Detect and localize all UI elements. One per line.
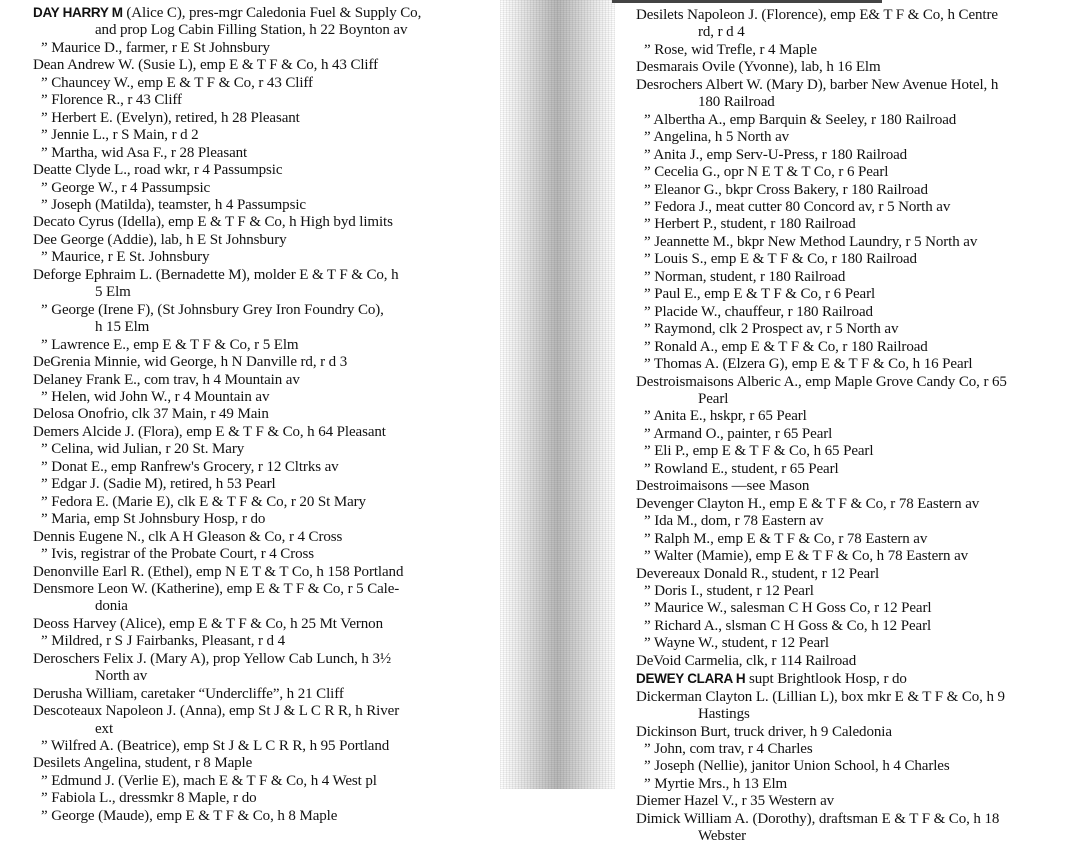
entry-ditto — [636, 741, 1007, 758]
directory-entry — [636, 811, 1007, 828]
entry-ditto — [636, 531, 1007, 548]
entry-text: Deforge Ephraim L. (Bernadette M), molder E & T F & Co, h — [33, 266, 399, 283]
directory-entry — [33, 755, 421, 772]
entry-text: Derusha William, caretaker “Undercliffe”, h 21 Cliff — [33, 685, 344, 702]
entry-ditto — [636, 339, 1007, 356]
entry-text: Hastings — [698, 706, 750, 723]
entry-text: (Alice C), pres-mgr Caledonia Fuel & Supply Co, — [122, 5, 422, 21]
entry-text: Devenger Clayton H., emp E & T F & Co, r 78 Eastern av — [636, 495, 980, 512]
directory-entry — [33, 651, 421, 668]
entry-text: ” George (Irene F), (St Johnsbury Grey Iron Foundry Co), — [41, 301, 384, 318]
entry-ditto — [636, 321, 1007, 338]
directory-entry — [636, 77, 1007, 94]
entry-text: ” Maria, emp St Johnsbury Hosp, r do — [41, 511, 266, 528]
entry-ditto — [33, 389, 421, 406]
entry-text: ” Ida M., dom, r 78 Eastern av — [644, 513, 824, 530]
entry-continuation — [636, 391, 1007, 408]
entry-ditto — [636, 164, 1007, 181]
directory-entry — [636, 653, 1007, 670]
directory-entry — [33, 214, 421, 231]
directory-entry — [636, 670, 1007, 688]
entry-name-bold: DEWEY CLARA H — [636, 671, 746, 687]
entry-text: and prop Log Cabin Filling Station, h 22 Boynton av — [95, 22, 408, 39]
entry-ditto — [33, 633, 421, 650]
entry-text: ext — [95, 720, 114, 737]
top-rule — [612, 0, 882, 3]
entry-ditto — [636, 112, 1007, 129]
directory-entry — [33, 57, 421, 74]
entry-text: ” George (Maude), emp E & T F & Co, h 8 Maple — [41, 807, 338, 824]
entry-text: Desilets Angelina, student, r 8 Maple — [33, 755, 253, 772]
entry-text: ” Richard A., slsman C H Goss & Co, h 12 Pearl — [644, 617, 932, 634]
entry-text: ” Doris I., student, r 12 Pearl — [644, 582, 814, 599]
entry-text: Denonville Earl R. (Ethel), emp N E T & T Co, h 158 Portland — [33, 563, 404, 580]
entry-ditto — [33, 459, 421, 476]
entry-ditto — [636, 199, 1007, 216]
entry-ditto — [33, 808, 421, 825]
directory-entry — [33, 529, 421, 546]
entry-text: ” Ralph M., emp E & T F & Co, r 78 Eastern av — [644, 530, 928, 547]
entry-ditto — [33, 511, 421, 528]
entry-text: ” Lawrence E., emp E & T F & Co, r 5 Elm — [41, 336, 299, 353]
directory-entry — [33, 703, 421, 720]
directory-entry — [33, 406, 421, 423]
entry-text: ” Maurice D., farmer, r E St Johnsbury — [41, 39, 270, 56]
entry-ditto — [636, 304, 1007, 321]
entry-text: ” Louis S., emp E & T F & Co, r 180 Railroad — [644, 251, 917, 268]
entry-ditto — [636, 356, 1007, 373]
right-column — [636, 7, 1007, 846]
entry-text: ” George W., r 4 Passumpsic — [41, 179, 211, 196]
entry-text: ” Cecelia G., opr N E T & T Co, r 6 Pearl — [644, 164, 889, 181]
directory-entry — [636, 689, 1007, 706]
directory-entry — [33, 372, 421, 389]
directory-entry — [33, 354, 421, 371]
directory-entry — [33, 162, 421, 179]
directory-entry — [636, 59, 1007, 76]
book-gutter — [500, 0, 615, 789]
entry-continuation — [636, 706, 1007, 723]
entry-ditto — [33, 249, 421, 266]
entry-text: Dean Andrew W. (Susie L), emp E & T F & Co, h 43 Cliff — [33, 57, 379, 74]
entry-ditto — [636, 583, 1007, 600]
entry-ditto — [636, 286, 1007, 303]
entry-ditto — [636, 618, 1007, 635]
entry-text: Webster — [698, 828, 747, 845]
entry-text: ” Ivis, registrar of the Probate Court, r 4 Cross — [41, 546, 314, 563]
entry-ditto — [636, 216, 1007, 233]
entry-text: ” Wayne W., student, r 12 Pearl — [644, 635, 829, 652]
entry-text: ” John, com trav, r 4 Charles — [644, 741, 813, 758]
entry-text: h 15 Elm — [95, 319, 150, 336]
entry-text: ” Eleanor G., bkpr Cross Bakery, r 180 Railroad — [644, 181, 928, 198]
entry-text: Deoss Harvey (Alice), emp E & T F & Co, h 25 Mt Vernon — [33, 615, 383, 632]
entry-text: ” Maurice W., salesman C H Goss Co, r 12 Pearl — [644, 600, 932, 617]
entry-ditto — [33, 546, 421, 563]
entry-text: ” Joseph (Nellie), janitor Union School, h 4 Charles — [644, 758, 950, 775]
entry-ditto — [636, 251, 1007, 268]
directory-entry — [33, 564, 421, 581]
directory-entry — [33, 232, 421, 249]
entry-text: ” Chauncey W., emp E & T F & Co, r 43 Cliff — [41, 74, 313, 91]
entry-ditto — [33, 494, 421, 511]
entry-ditto — [33, 75, 421, 92]
entry-text: ” Herbert E. (Evelyn), retired, h 28 Pleasant — [41, 109, 300, 126]
entry-text: ” Donat E., emp Ranfrew's Grocery, r 12 Cltrks av — [41, 458, 339, 475]
entry-text: ” Albertha A., emp Barquin & Seeley, r 180 Railroad — [644, 111, 957, 128]
entry-ditto — [636, 408, 1007, 425]
entry-text: Decato Cyrus (Idella), emp E & T F & Co, h High byd limits — [33, 214, 393, 231]
directory-entry — [33, 267, 421, 284]
entry-ditto — [33, 476, 421, 493]
entry-text: 180 Railroad — [698, 94, 775, 111]
entry-continuation — [33, 668, 421, 685]
entry-text: ” Wilfred A. (Beatrice), emp St J & L C R R, h 95 Portland — [41, 738, 390, 755]
entry-text: ” Joseph (Matilda), teamster, h 4 Passumpsic — [41, 196, 306, 213]
entry-continuation — [636, 24, 1007, 41]
entry-ditto — [33, 337, 421, 354]
entry-ditto — [636, 147, 1007, 164]
directory-entry — [636, 793, 1007, 810]
directory-entry — [33, 424, 421, 441]
entry-text: DeVoid Carmelia, clk, r 114 Railroad — [636, 652, 857, 669]
directory-entry — [33, 616, 421, 633]
entry-ditto — [636, 600, 1007, 617]
entry-text: ” Fabiola L., dressmkr 8 Maple, r do — [41, 790, 257, 807]
entry-text: North av — [95, 668, 148, 685]
entry-text: Demers Alcide J. (Flora), emp E & T F & Co, h 64 Pleasant — [33, 423, 386, 440]
entry-ditto — [636, 758, 1007, 775]
entry-continuation — [33, 319, 421, 336]
entry-text: ” Jennie L., r S Main, r d 2 — [41, 127, 199, 144]
entry-text: Delaney Frank E., com trav, h 4 Mountain av — [33, 371, 300, 388]
entry-text: Dennis Eugene N., clk A H Gleason & Co, r 4 Cross — [33, 528, 343, 545]
left-column — [33, 4, 421, 825]
directory-entry — [33, 581, 421, 598]
entry-text: ” Herbert P., student, r 180 Railroad — [644, 216, 856, 233]
entry-continuation — [33, 284, 421, 301]
entry-text: ” Myrtie Mrs., h 13 Elm — [644, 775, 788, 792]
entry-text: rd, r d 4 — [698, 24, 745, 41]
entry-text: Dimick William A. (Dorothy), draftsman E & T F & Co, h 18 — [636, 810, 1000, 827]
directory-entry — [636, 724, 1007, 741]
entry-ditto — [636, 548, 1007, 565]
entry-ditto — [636, 426, 1007, 443]
entry-text: ” Raymond, clk 2 Prospect av, r 5 North av — [644, 321, 899, 338]
entry-text: Delosa Onofrio, clk 37 Main, r 49 Main — [33, 406, 269, 423]
entry-text: ” Mildred, r S J Fairbanks, Pleasant, r d 4 — [41, 633, 285, 650]
entry-text: Destroismaisons Alberic A., emp Maple Grove Candy Co, r 65 — [636, 373, 1007, 390]
entry-ditto — [33, 790, 421, 807]
entry-continuation — [33, 598, 421, 615]
entry-text: ” Fedora E. (Marie E), clk E & T F & Co, r 20 St Mary — [41, 493, 366, 510]
entry-ditto — [636, 182, 1007, 199]
entry-text: Dee George (Addie), lab, h E St Johnsbury — [33, 231, 287, 248]
entry-text: ” Rowland E., student, r 65 Pearl — [644, 460, 839, 477]
entry-text: ” Anita E., hskpr, r 65 Pearl — [644, 408, 807, 425]
entry-ditto — [33, 180, 421, 197]
entry-text: ” Eli P., emp E & T F & Co, h 65 Pearl — [644, 443, 874, 460]
entry-text: ” Angelina, h 5 North av — [644, 129, 790, 146]
entry-ditto — [636, 443, 1007, 460]
entry-text: ” Celina, wid Julian, r 20 St. Mary — [41, 441, 245, 458]
entry-text: ” Ronald A., emp E & T F & Co, r 180 Railroad — [644, 338, 928, 355]
entry-text: donia — [95, 598, 128, 615]
entry-ditto — [636, 461, 1007, 478]
entry-text: Descoteaux Napoleon J. (Anna), emp St J & L C R R, h River — [33, 703, 400, 720]
entry-text: DeGrenia Minnie, wid George, h N Danville rd, r d 3 — [33, 354, 348, 371]
entry-text: ” Maurice, r E St. Johnsbury — [41, 249, 210, 266]
entry-ditto — [636, 129, 1007, 146]
entry-text: ” Jeannette M., bkpr New Method Laundry, r 5 North av — [644, 233, 978, 250]
entry-text: ” Armand O., painter, r 65 Pearl — [644, 425, 833, 442]
entry-continuation — [33, 22, 421, 39]
directory-entry — [636, 478, 1007, 495]
entry-text: Diemer Hazel V., r 35 Western av — [636, 793, 835, 810]
entry-text: ” Martha, wid Asa F., r 28 Pleasant — [41, 144, 248, 161]
entry-text: ” Paul E., emp E & T F & Co, r 6 Pearl — [644, 286, 876, 303]
entry-ditto — [636, 776, 1007, 793]
entry-ditto — [636, 513, 1007, 530]
entry-text: ” Helen, wid John W., r 4 Mountain av — [41, 388, 270, 405]
entry-text: Devereaux Donald R., student, r 12 Pearl — [636, 565, 880, 582]
entry-text: ” Anita J., emp Serv-U-Press, r 180 Railroad — [644, 146, 908, 163]
entry-text: Dickinson Burt, truck driver, h 9 Caledonia — [636, 723, 892, 740]
entry-text: 5 Elm — [95, 284, 131, 301]
entry-ditto — [33, 110, 421, 127]
directory-entry — [636, 496, 1007, 513]
entry-text: ” Walter (Mamie), emp E & T F & Co, h 78 Eastern av — [644, 548, 969, 565]
entry-text: Deroschers Felix J. (Mary A), prop Yellow Cab Lunch, h 3½ — [33, 650, 392, 667]
entry-text: ” Florence R., r 43 Cliff — [41, 92, 182, 109]
entry-text: Desilets Napoleon J. (Florence), emp E& T F & Co, h Centre — [636, 7, 998, 23]
directory-entry — [636, 7, 1007, 24]
entry-continuation — [636, 94, 1007, 111]
entry-ditto — [33, 441, 421, 458]
entry-ditto — [636, 42, 1007, 59]
entry-ditto — [636, 635, 1007, 652]
entry-text: supt Brightlook Hosp, r do — [745, 671, 907, 688]
entry-text: Densmore Leon W. (Katherine), emp E & T F & Co, r 5 Cale- — [33, 580, 400, 597]
entry-text: ” Placide W., chauffeur, r 180 Railroad — [644, 303, 873, 320]
entry-ditto — [33, 197, 421, 214]
entry-text: ” Edmund J. (Verlie E), mach E & T F & Co, h 4 West pl — [41, 772, 377, 789]
directory-entry — [636, 374, 1007, 391]
entry-text: ” Norman, student, r 180 Railroad — [644, 268, 846, 285]
entry-text: Desmarais Ovile (Yvonne), lab, h 16 Elm — [636, 59, 881, 76]
entry-text: Pearl — [698, 390, 729, 407]
entry-text: Destroimaisons —see Mason — [636, 478, 810, 495]
directory-entry — [33, 686, 421, 703]
entry-name-bold: DAY HARRY M — [33, 5, 123, 20]
entry-continuation — [33, 721, 421, 738]
entry-ditto — [33, 773, 421, 790]
directory-entry — [33, 4, 421, 22]
entry-text: ” Thomas A. (Elzera G), emp E & T F & Co, h 16 Pearl — [644, 356, 973, 373]
entry-ditto — [33, 302, 421, 319]
entry-text: Desrochers Albert W. (Mary D), barber New Avenue Hotel, h — [636, 76, 999, 93]
entry-text: ” Fedora J., meat cutter 80 Concord av, r 5 North av — [644, 198, 951, 215]
entry-ditto — [636, 269, 1007, 286]
entry-ditto — [636, 234, 1007, 251]
entry-ditto — [33, 127, 421, 144]
entry-ditto — [33, 738, 421, 755]
entry-ditto — [33, 40, 421, 57]
entry-continuation — [636, 828, 1007, 845]
entry-ditto — [33, 92, 421, 109]
entry-text: ” Edgar J. (Sadie M), retired, h 53 Pearl — [41, 476, 276, 493]
entry-text: Deatte Clyde L., road wkr, r 4 Passumpsic — [33, 162, 283, 179]
entry-ditto — [33, 145, 421, 162]
entry-text: ” Rose, wid Trefle, r 4 Maple — [644, 41, 817, 58]
entry-text: Dickerman Clayton L. (Lillian L), box mkr E & T F & Co, h 9 — [636, 688, 1005, 705]
directory-entry — [636, 566, 1007, 583]
